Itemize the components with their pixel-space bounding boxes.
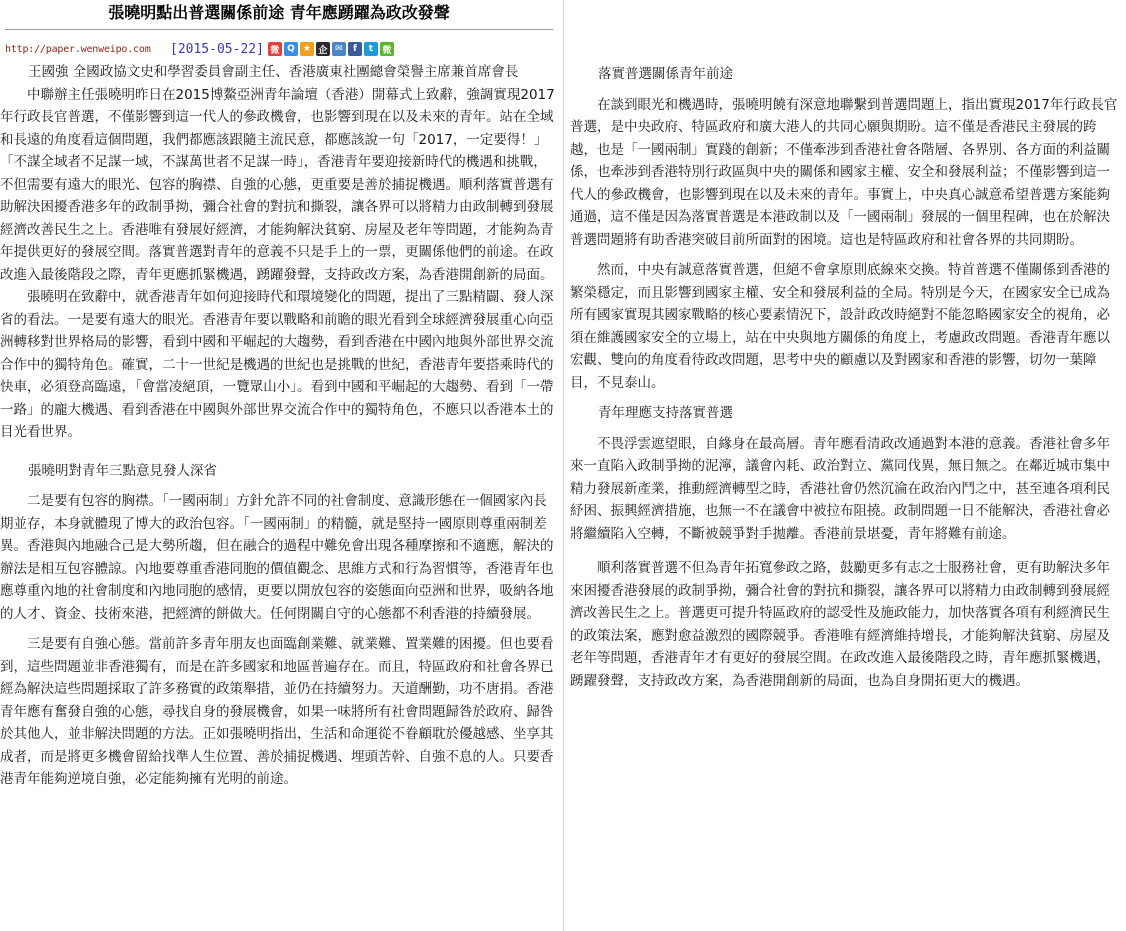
right-column — [570, 0, 1118, 692]
wechat-icon[interactable]: 微 — [380, 42, 394, 56]
email-icon[interactable]: ✉ — [332, 42, 346, 56]
qq-space-icon[interactable]: Q — [284, 42, 298, 56]
paragraph: 然而，中央有誠意落實普選，但絕不會拿原則底線來交換。特首普選不僅關係到香港的繁榮穩定，而且影響到國家主權、安全和發展利益的全局。特別是今天，在國家安全已成為所有國家實現其國家戰略的核心要素情況下，設計政改時絕對不能忽略國家安全的視角，必須在維護國家安全的立場上，站在中央與地方關係的角度上，考慮政改問題。香港青年應以宏觀、雙向的角度看待政改問題，思考中央的顧慮以及對國家和香港的影響，切勿一葉障目，不見泰山。 — [570, 262, 1110, 391]
spacer — [570, 425, 1118, 433]
right-article-body — [570, 63, 1118, 692]
star-bookmark-icon[interactable]: ★ — [300, 42, 314, 56]
paragraph: 中聯辦主任張曉明昨日在2015博鰲亞洲青年論壇（香港）開幕式上致辭，強調實現2017年行政長官普選，不僅影響到這一代人的參政機會，也影響到現在以及未來的青年。站在全域和長遠的角度看這個問題，我們都應該跟隨主流民意，都應該說一句「2017，一定要得！」「不謀全域者不足謀一域，不謀萬世者不足謀一時」，香港青年要迎接新時代的機遇和挑戰，不但需要有遠大的眼光、包容的胸襟、自強的心態，更重要是善於捕捉機遇。順利落實普選有助解決困擾香港多年的政制爭拗，彌合社會的對抗和撕裂，讓各界可以將精力由政制轉到發展經濟改善民生之上。香港唯有發展好經濟，才能夠解決貧窮、房屋及老年等問題，才能夠為青年提供更好的發展空間。落實普選對青年的意義不只是手上的一票，更關係他們的前途。在政改進入最後階段之際，青年更應抓緊機遇，踴躍發聲，支持政改方案，為香港開創新的局面。 — [0, 86, 555, 283]
section-title: 落實普選關係青年前途 — [598, 66, 733, 82]
left-article-body — [0, 61, 558, 791]
section-title: 青年理應支持落實普選 — [598, 405, 733, 421]
author-line: 王國強 全國政協文史和學習委員會副主任、香港廣東社團總會榮譽主席兼首席會長 — [28, 64, 519, 80]
meta-row — [0, 37, 558, 61]
spacer — [570, 0, 1118, 63]
spacer — [570, 251, 1118, 259]
column-divider — [563, 0, 564, 931]
publish-date: [2015-05-22] — [170, 41, 264, 57]
qq-penguin-icon[interactable]: 企 — [316, 42, 330, 56]
spacer — [570, 394, 1118, 402]
sina-weibo-icon[interactable]: 微 — [268, 42, 282, 56]
facebook-icon[interactable]: f — [348, 42, 362, 56]
tencent-weibo-icon[interactable]: t — [364, 42, 378, 56]
section-title: 張曉明對青年三點意見發人深省 — [28, 462, 217, 479]
paragraph: 順利落實普選不但為青年拓寬參政之路，鼓勵更多有志之士服務社會，更有助解決多年來困擾香港發展的政制爭拗，彌合社會的對抗和撕裂，讓各界可以將精力由政制轉到發展經濟改善民生之上。普選更可提升特區政府的認受性及施政能力，加快落實各項有利經濟民生的政策法案，應對愈益激烈的國際競爭。香港唯有經濟維持增長，才能夠解決貧窮、房屋及老年等問題，香港青年才有更好的發展空間。在政改進入最後階段之時，青年應抓緊機遇，踴躍發聲，支持政改方案，為香港開創新的局面，也為自身開拓更大的機遇。 — [570, 560, 1110, 689]
left-column — [0, 0, 558, 791]
source-link[interactable]: http://paper.wenweipo.com — [5, 43, 151, 55]
share-toolbar — [268, 42, 394, 56]
spacer — [0, 482, 558, 490]
spacer — [570, 545, 1118, 557]
spacer — [0, 625, 558, 633]
article-headline: 張曉明點出普選關係前途 青年應踴躍為政改發聲 — [108, 3, 450, 22]
paragraph: 不畏浮雲遮望眼，自緣身在最高層。青年應看清政改通過對本港的意義。香港社會多年來一直陷入政制爭拗的泥濘，議會內耗、政治對立、黨同伐異，無日無之。在鄰近城市集中精力發展新產業，推動經濟轉型之時，香港社會仍然沉淪在政治內鬥之中，甚至連各項利民紓困、振興經濟措施，也無一不在議會中被拉布阻撓。政制問題一日不能解決，香港社會必將繼續陷入空轉，不斷被競爭對手拋離。香港前景堪憂，青年將難有前途。 — [570, 435, 1110, 542]
headline-rule — [5, 29, 553, 30]
spacer — [570, 86, 1118, 94]
paragraph: 三是要有自強心態。當前許多青年朋友也面臨創業難、就業難、置業難的困擾。但也要看到，這些問題並非香港獨有，而是在許多國家和地區普遍存在。而且，特區政府和社會各界已經為解決這些問題採取了許多務實的政策舉措，並仍在持續努力。天道酬勤，功不唐捐。香港青年應有奮發自強的心態，尋找自身的發展機會，如果一味將所有社會問題歸咎於政府、歸咎於其他人，並非解決問題的方法。正如張曉明指出，生活和命運從不眷顧耽於優越感、坐享其成者，而是將更多機會留給找準人生位置、善於捕捉機遇、埋頭苦幹、自強不息的人。只要香港青年能夠逆境自強，必定能夠擁有光明的前途。 — [0, 636, 554, 787]
spacer — [0, 444, 558, 460]
paragraph: 二是要有包容的胸襟。「一國兩制」方針允許不同的社會制度、意識形態在一個國家內長期並存，本身就體現了博大的政治包容。「一國兩制」的精髓，就是堅持一國原則尊重兩制差異。香港與內地融合己是大勢所趨，但在融合的過程中難免會出現各種摩擦和不適應，解決的辦法是相互包容體諒。內地要尊重香港同胞的價值觀念、思維方式和行為習慣等，香港青年也應尊重內地的社會制度和內地同胞的感情，更要以開放包容的姿態面向亞洲和世界，吸納各地的人才、資金、技術來港，把經濟的餅做大。任何閉關自守的心態都不利香港的持續發展。 — [0, 493, 554, 622]
paragraph: 張曉明在致辭中，就香港青年如何迎接時代和環境變化的問題，提出了三點精闢、發人深省的看法。一是要有遠大的眼光。香港青年要以戰略和前瞻的眼光看到全球經濟發展重心向亞洲轉移對世界格局的影響，看到中國和平崛起的大趨勢，看到香港在中國內地與外部世界交流合作中的獨特角色。確實，二十一世紀是機遇的世紀也是挑戰的世紀，香港青年要搭乘時代的快車，必須登高臨遠，「會當凌絕頂，一覽眾山小」。看到中國和平崛起的大趨勢、看到「一帶一路」的龐大機遇、看到香港在中國與外部世界交流合作中的獨特角色，不應只以香港本土的目光看世界。 — [0, 289, 554, 440]
paragraph: 在談到眼光和機遇時，張曉明饒有深意地聯繫到普選問題上，指出實現2017年行政長官普選，是中央政府、特區政府和廣大港人的共同心願與期盼。這不僅是香港民主發展的跨越，也是「一國兩制」實踐的創新；不僅牽涉到香港社會各階層、各界別、各方面的利益關係，也牽涉到香港特別行政區與中央的關係和國家主權、安全和發展利益；不僅影響到這一代人的參政機會，也影響到現在以及未來的青年。事實上，中央真心誠意希望普選方案能夠通過，這不僅是因為落實普選是本港政制以及「一國兩制」發展的一個里程碑，也在於解決普選問題將有助香港突破目前所面對的困境。這也是特區政府和社會各界的共同期盼。 — [570, 96, 1118, 248]
